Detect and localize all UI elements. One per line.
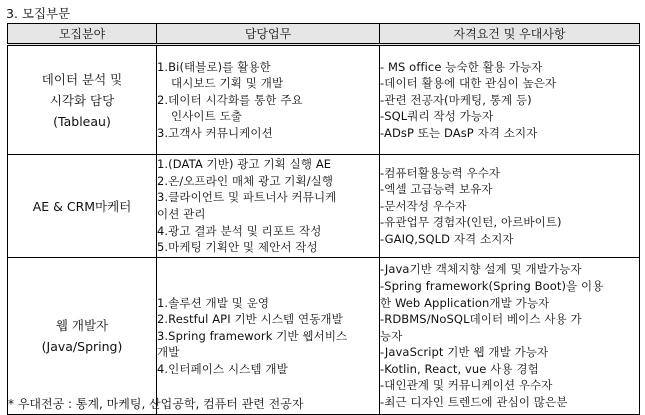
qualification-line: -GAIQ,SQLD 자격 소지자: [380, 231, 514, 246]
table-row-data-analyst: [8, 45, 640, 155]
duty-line: 2.Restful API 기반 시스템 연동개발: [157, 312, 343, 327]
table-header-row: [8, 24, 640, 45]
qualification-line: -JavaScript 기반 웹 개발 가능자: [380, 345, 549, 360]
preferred-majors-note: * 우대전공 : 통계, 마케팅, 산업공학, 컴퓨터 관련 전공자: [8, 397, 304, 411]
field-cell: [8, 155, 157, 258]
duty-line: 2.데이터 시각화를 통한 주요: [157, 92, 303, 107]
duty-line: 개발: [157, 345, 180, 360]
field-line: (Tableau): [53, 113, 111, 129]
field-line: 시각화 담당: [49, 92, 115, 108]
duty-line: 3.Spring framework 기반 웹서비스: [157, 328, 348, 343]
field-cell: [8, 258, 157, 415]
duty-line: 4.광고 결과 분석 및 리포트 작성: [157, 223, 322, 238]
header-duty: 담당업무: [157, 24, 380, 45]
qualification-line: -SQL쿼리 작성 가능자: [380, 109, 494, 124]
qualification-line: -Kotlin, React, vue 사용 경험: [380, 361, 539, 376]
header-field: 모집분야: [8, 24, 157, 45]
duty-cell: [157, 155, 380, 258]
qualification-line: -ADsP 또는 DAsP 자격 소지자: [380, 125, 538, 140]
qualification-line: -컴퓨터활용능력 우수자: [380, 165, 501, 180]
duty-line: 5.마케팅 기획안 및 제안서 작성: [157, 240, 318, 255]
qualification-line: -유관업무 경험자(인턴, 아르바이트): [380, 215, 562, 230]
duty-cell: [157, 258, 380, 415]
header-qualification: 자격요건 및 우대사항: [380, 24, 640, 45]
qualification-line: -데이터 활용에 대한 관심이 높은자: [380, 76, 557, 91]
qualification-line: -최근 디자인 트렌드에 관심이 많은분: [380, 395, 568, 410]
duty-line: 1.(DATA 기반) 광고 기획 실행 AE: [157, 157, 332, 172]
qualification-line: -Java기반 객체지향 설계 및 개발가능자: [380, 262, 582, 277]
qualification-cell: [380, 155, 640, 258]
duty-line: 대시보드 기획 및 개발: [171, 76, 284, 91]
qualification-line: 한 Web Application개발 가능자: [380, 295, 550, 310]
qualification-line: -엑셀 고급능력 보유자: [380, 182, 493, 197]
qualification-line: - MS office 능숙한 활용 가능자: [380, 59, 543, 74]
duty-line: 1.Bi(태블로)를 활용한: [157, 59, 271, 74]
section-title: 3. 모집부문: [6, 6, 71, 21]
qualification-cell: [380, 258, 640, 415]
duty-line: 이션 관리: [157, 207, 206, 221]
field-cell: [8, 45, 157, 155]
field-line: (Java/Spring): [41, 339, 123, 354]
qualification-line: -문서작성 우수자: [380, 198, 467, 213]
duty-line: 2.온/오프라인 매체 광고 기획/실행: [157, 173, 334, 188]
field-line: AE & CRM마케터: [32, 198, 132, 214]
table-row-web-developer: [8, 258, 640, 415]
duty-line: 인사이트 도출: [171, 109, 243, 124]
qualification-line: -RDBMS/NoSQL데이터 베이스 사용 가: [380, 312, 582, 327]
field-line: 데이터 분석 및: [41, 71, 123, 87]
qualification-line: -관련 전공자(마케팅, 통계 등): [380, 92, 532, 107]
duty-line: 4.인터페이스 시스템 개발: [157, 361, 288, 376]
duty-cell: [157, 45, 380, 155]
table-row-ae-crm: [8, 155, 640, 258]
recruitment-table: [7, 23, 640, 415]
qualification-line: -대인관계 및 커뮤니케이션 우수자: [380, 378, 553, 393]
qualification-cell: [380, 45, 640, 155]
field-line: 웹 개발자: [55, 318, 109, 333]
qualification-line: 능자: [380, 328, 403, 343]
duty-line: 3.고객사 커뮤니케이션: [157, 125, 273, 140]
duty-line: 1.솔루션 개발 및 운영: [157, 295, 270, 310]
duty-line: 3.클라이언트 및 파트너사 커뮤니케: [157, 190, 337, 205]
qualification-line: -Spring framework(Spring Boot)을 이용: [380, 278, 604, 293]
